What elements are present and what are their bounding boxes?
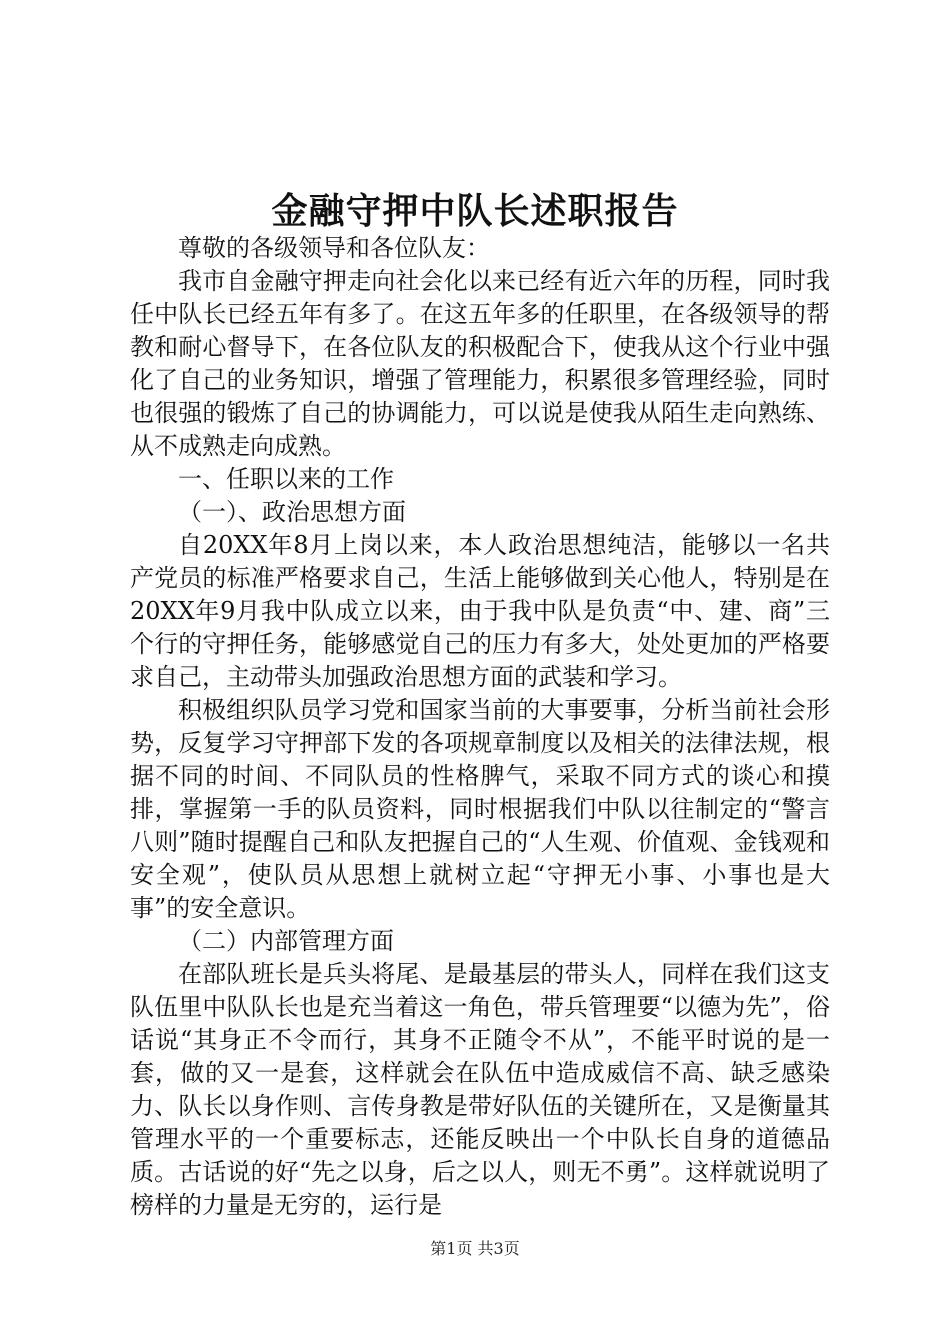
document-title: 金融守押中队长述职报告 xyxy=(271,190,679,232)
political-paragraph-2: 积极组织队员学习党和国家当前的大事要事，分析当前社会形势，反复学习守押部下发的各项规章制度以及相关的法律法规，根据不同的时间、不同队员的性格脾气，采取不同方式的谈心和摸排，掌握第一手的队员资料，同时根据我们中队以往制定的“警言八则”随时提醒自己和队友把握自己的“人生观、价值观、金钱观和安全观”，使队员从思想上就树立起“守押无小事、小事也是大事”的安全意识。 xyxy=(130,696,830,922)
section-heading: 一、任职以来的工作 xyxy=(178,465,394,493)
management-paragraph: 在部队班长是兵头将尾、是最基层的带头人，同样在我们这支队伍里中队队长也是充当着这一角色，带兵管理要“以德为先”，俗话说“其身正不令而行，其身不正随令不从”，不能平时说的是一套，做的又一是套，这样就会在队伍中造成威信不高、缺乏感染力、队长以身作则、言传身教是带好队伍的关键所在，又是衡量其管理水平的一个重要标志，还能反映出一个中队长自身的道德品质。古话说的好“先之以身，后之以人，则无不勇”。这样就说明了榜样的力量是无穷的，运行是 xyxy=(130,960,830,1219)
subsection-heading-management: （二）内部管理方面 xyxy=(178,927,394,955)
political-paragraph-1: 自20XX年8月上岗以来，本人政治思想纯洁，能够以一名共产党员的标准严格要求自己，生活上能够做到关心他人，特别是在20XX年9月我中队成立以来，由于我中队是负责“中、建、商”三个行的守押任务，能够感觉自己的压力有多大，处处更加的严格要求自己，主动带头加强政治思想方面的武装和学习。 xyxy=(130,531,830,691)
intro-paragraph: 我市自金融守押走向社会化以来已经有近六年的历程，同时我任中队长已经五年有多了。在这五年多的任职里，在各级领导的帮教和耐心督导下，在各位队友的积极配合下，使我从这个行业中强化了自己的业务知识，增强了管理能力，积累很多管理经验，同时也很强的锻炼了自己的协调能力，可以说是使我从陌生走向熟练、从不成熟走向成熟。 xyxy=(130,267,830,460)
page-footer: 第1页 共3页 xyxy=(430,1239,520,1258)
document-body xyxy=(130,232,830,1222)
subsection-heading-political: （一）、政治思想方面 xyxy=(178,498,406,526)
salutation-paragraph: 尊敬的各级领导和各位队友： xyxy=(178,234,490,262)
